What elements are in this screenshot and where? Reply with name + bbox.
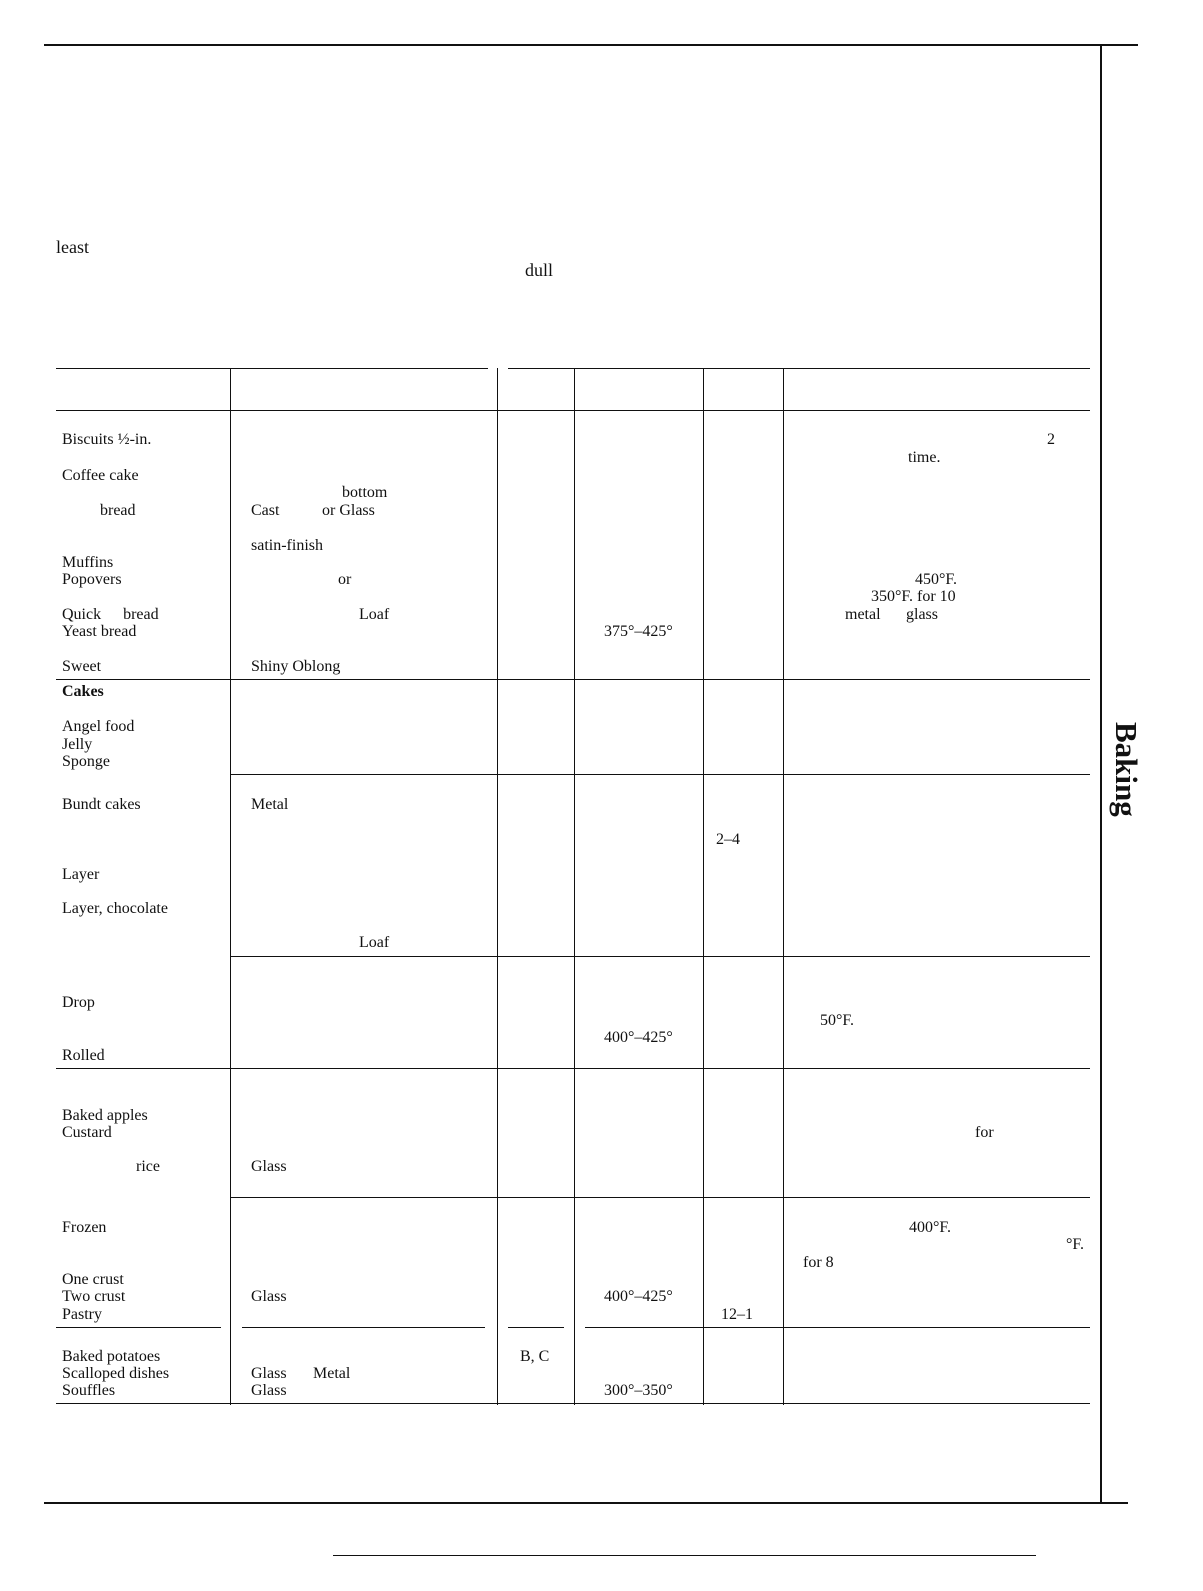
comment-two: 2 [1047, 431, 1055, 448]
row-baked-apples: Baked apples [62, 1107, 148, 1124]
row-baked-potatoes: Baked potatoes [62, 1348, 161, 1365]
col-line-5 [783, 368, 784, 1405]
row-muffins: Muffins [62, 554, 114, 571]
pan-glass-pie: Glass [251, 1288, 287, 1305]
comment-degf: °F. [1066, 1236, 1085, 1253]
comment-for-8: for 8 [803, 1254, 834, 1271]
comment-glass: glass [906, 606, 938, 623]
time-bundt: 2–4 [716, 831, 740, 848]
section-rule-pies-d [585, 1327, 1090, 1328]
comment-for: for [975, 1124, 994, 1141]
pan-metal-scalloped: Metal [313, 1365, 351, 1382]
side-tab-label: Baking [1109, 722, 1144, 817]
footer-rule [333, 1555, 1036, 1556]
col-line-3 [574, 368, 575, 1405]
pan-loaf-2: Loaf [359, 934, 390, 951]
temp-pies: 400°–425° [604, 1288, 673, 1305]
intro-word-dull: dull [525, 260, 554, 280]
row-sweet: Sweet [62, 658, 102, 675]
row-yeast-bread: Yeast bread [62, 623, 137, 640]
pan-shiny-oblong: Shiny Oblong [251, 658, 341, 675]
row-popovers: Popovers [62, 571, 122, 588]
table-bottom-rule [56, 1403, 1090, 1404]
bottom-rule [44, 1502, 1128, 1504]
section-cakes-heading: Cakes [62, 683, 104, 700]
section-rule-desserts [230, 1197, 1090, 1198]
row-layer-chocolate: Layer, chocolate [62, 900, 168, 917]
row-jelly: Jelly [62, 736, 93, 753]
row-pastry: Pastry [62, 1306, 102, 1323]
section-rule-layer [230, 956, 1090, 957]
row-layer: Layer [62, 866, 100, 883]
pan-satin-finish: satin-finish [251, 537, 323, 554]
row-corn-bread: bread [100, 502, 136, 519]
comment-metal: metal [845, 606, 881, 623]
pan-glass-souffle: Glass [251, 1382, 287, 1399]
comment-50: 50°F. [820, 1012, 855, 1029]
table-top-rule [56, 368, 488, 369]
row-custard: Custard [62, 1124, 112, 1141]
section-rule-pies-b [242, 1327, 485, 1328]
row-quick-bread: Quick bread [62, 606, 159, 623]
col-line-2 [497, 368, 498, 1405]
pan-metal: Metal [251, 796, 289, 813]
top-rule [44, 44, 1138, 46]
temp-misc: 300°–350° [604, 1382, 673, 1399]
pan-bottom: bottom [342, 484, 388, 501]
row-angel-food: Angel food [62, 718, 135, 735]
pan-loaf: Loaf [359, 606, 390, 623]
row-rice: rice [136, 1158, 160, 1175]
section-rule-cookies [56, 1068, 1090, 1069]
intro-word-least: least [56, 237, 89, 257]
table-top-rule-2 [508, 368, 1090, 369]
row-drop: Drop [62, 994, 95, 1011]
row-frozen: Frozen [62, 1219, 107, 1236]
pan-glass-rice: Glass [251, 1158, 287, 1175]
col-line-1 [230, 368, 231, 1405]
row-scalloped: Scalloped dishes [62, 1365, 170, 1382]
section-rule-cakes [230, 774, 1090, 775]
row-one-crust: One crust [62, 1271, 124, 1288]
row-rolled: Rolled [62, 1047, 105, 1064]
pan-or: or [338, 571, 352, 588]
row-biscuits: Biscuits ½-in. [62, 431, 152, 448]
comment-time: time. [908, 449, 941, 466]
row-bundt: Bundt cakes [62, 796, 141, 813]
temp-breads: 375°–425° [604, 623, 673, 640]
row-two-crust: Two crust [62, 1288, 126, 1305]
comment-450: 450°F. [915, 571, 958, 588]
time-pies: 12–1 [721, 1306, 753, 1323]
row-sponge: Sponge [62, 753, 110, 770]
header-bottom-rule [56, 410, 1090, 411]
pan-cast: Cast [251, 502, 280, 519]
pan-or-glass: or Glass [322, 502, 375, 519]
section-rule-pies-a [56, 1327, 221, 1328]
comment-400: 400°F. [909, 1219, 952, 1236]
right-border [1100, 44, 1102, 1504]
col-line-4 [703, 368, 704, 1405]
row-coffee-cake: Coffee cake [62, 467, 139, 484]
pan-glass-scalloped: Glass [251, 1365, 287, 1382]
row-souffles: Souffles [62, 1382, 116, 1399]
section-rule-pies-c [508, 1327, 564, 1328]
section-rule-breads [56, 679, 1090, 680]
temp-cookies: 400°–425° [604, 1029, 673, 1046]
shelf-b-c: B, C [520, 1348, 550, 1365]
comment-350: 350°F. for 10 [871, 588, 956, 605]
